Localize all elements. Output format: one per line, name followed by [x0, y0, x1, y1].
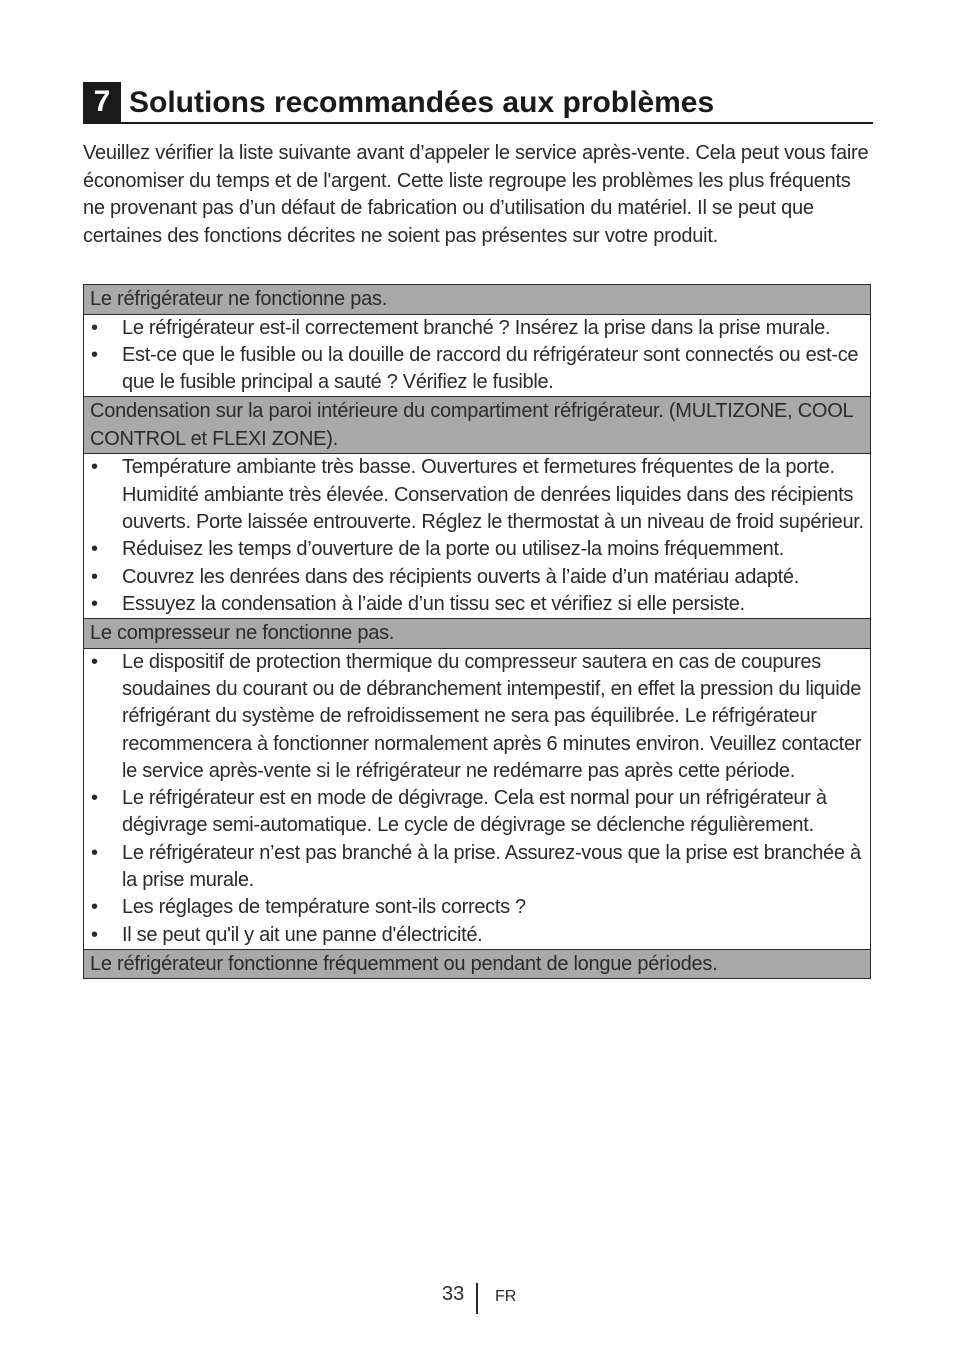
- solution-item: • Il se peut qu'il y ait une panne d'électricité.: [90, 922, 864, 949]
- solution-item: • Essuyez la condensation à l’aide d’un tissu sec et vérifiez si elle persiste.: [90, 591, 864, 618]
- solution-item: • Le dispositif de protection thermique du compresseur sautera en cas de coupures soudaines du courant ou de débranchement intempestif, en effet la pression du liquide réfrigérant du système de refroidissement ne sera pas équilibrée. Le réfrigérateur recommencera à fonctionner normalement après 6 minutes environ. Veuillez contacter le service après-vente si le réfrigérateur ne redémarre pas après cette période.: [90, 649, 864, 785]
- chapter-number: 7: [83, 82, 121, 122]
- solution-list-cell: [84, 649, 870, 950]
- solution-item: • Couvrez les denrées dans des récipients ouverts à l’aide d’un matériau adapté.: [90, 564, 864, 591]
- solution-list: [90, 454, 864, 618]
- problem-header: Le réfrigérateur fonctionne fréquemment ou pendant de longue périodes.: [84, 950, 870, 979]
- solution-item: • Réduisez les temps d’ouverture de la porte ou utilisez-la moins fréquemment.: [90, 536, 864, 563]
- problem-header: Le compresseur ne fonctionne pas.: [84, 619, 870, 649]
- page-footer: [0, 1280, 954, 1316]
- troubleshooting-table: [83, 284, 871, 979]
- chapter-heading: [83, 82, 873, 124]
- problem-header: Le réfrigérateur ne fonctionne pas.: [84, 285, 870, 315]
- chapter-title: Solutions recommandées aux problèmes: [129, 86, 715, 119]
- solution-item: • Le réfrigérateur est-il correctement branché ? Insérez la prise dans la prise murale.: [90, 315, 864, 342]
- page-number: 33: [442, 1283, 465, 1305]
- solution-item: • Le réfrigérateur est en mode de dégivrage. Cela est normal pour un réfrigérateur à dégivrage semi-automatique. Le cycle de dégivrage se déclenche régulièrement.: [90, 785, 864, 840]
- language-code: FR: [495, 1288, 517, 1305]
- solution-list-cell: [84, 454, 870, 619]
- intro-paragraph: Veuillez vérifier la liste suivante avant d’appeler le service après-vente. Cela peut vous faire économiser du temps et de l'argent. Cette liste regroupe les problèmes les plus fréquents ne provenant pas d’un défaut de fabrication ou d’utilisation du matériel. Il se peut que certaines des fonctions décrites ne soient pas présentes sur votre produit.: [83, 142, 869, 247]
- solution-list: [90, 315, 864, 397]
- solution-item: • Est-ce que le fusible ou la douille de raccord du réfrigérateur sont connectés ou est-ce que le fusible principal a sauté ? Vérifiez le fusible.: [90, 342, 864, 397]
- solution-list: [90, 649, 864, 949]
- footer-divider: [476, 1283, 478, 1314]
- solution-item: • Le réfrigérateur n’est pas branché à la prise. Assurez-vous que la prise est branchée à la prise murale.: [90, 840, 864, 895]
- problem-header: Condensation sur la paroi intérieure du compartiment réfrigérateur. (MULTIZONE, COOL CONTROL et FLEXI ZONE).: [84, 397, 870, 454]
- solution-list-cell: [84, 315, 870, 398]
- solution-item: • Les réglages de température sont-ils corrects ?: [90, 894, 864, 921]
- solution-item: • Température ambiante très basse. Ouvertures et fermetures fréquentes de la porte. Humidité ambiante très élevée. Conservation de denrées liquides dans des récipients ouverts. Porte laissée entrouverte. Réglez le thermostat à un niveau de froid supérieur.: [90, 454, 864, 536]
